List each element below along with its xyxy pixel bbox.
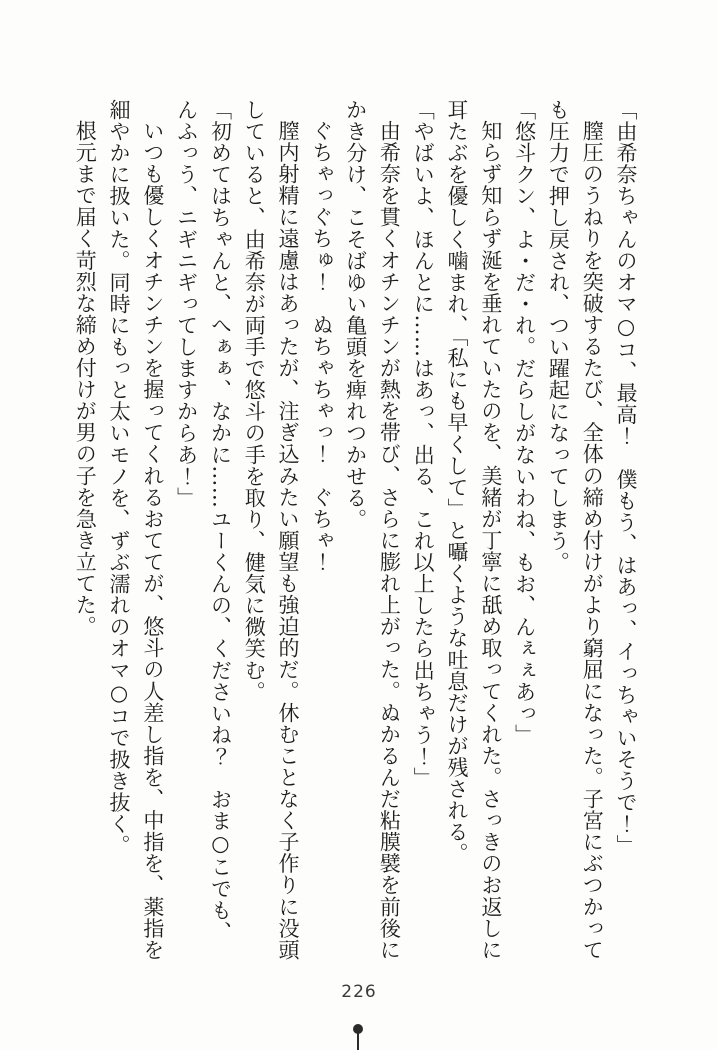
paragraph: 「やばいよ、ほんとに……はあっ、出る、これ以上したら出ちゃう！」 [411, 99, 436, 789]
paragraph: 根元まで届く苛烈な締め付けが男の子を急き立てた。 [73, 120, 98, 638]
paragraph: 知らず知らず涎を垂れていたのを、美緒が丁寧に舐め取ってくれた。さっきのお返しに耳たぶを優しく噛まれ、「私にも早くして」と囁くような吐息だけが残される。 [445, 99, 503, 961]
binding-mark [353, 1024, 363, 1050]
paragraph: 由希奈を貫くオチンチンが熱を帯び、さらに膨れ上がった。ぬかるんだ粘膜襞を前後にかき分け、こそばゆい亀頭を痺れつかせる。 [343, 99, 402, 961]
paragraph: 膣圧のうねりを突破するたび、全体の締め付けがより窮屈になった。子宮にぶつかっても圧力で押し戻され、つい躍起になってしまう。 [546, 99, 605, 961]
paragraph: ぐちゃっぐちゅ！ ぬちゃちゃっ！ ぐちゃ！ [309, 120, 334, 573]
paragraph: 「初めてはちゃんと、へぁぁ、なかに……ユーくんの、くださいね？ おま○こでも、んふっう、ニギニギってしますからあ！」 [174, 99, 233, 943]
page-number: 226 [341, 982, 377, 1002]
paragraph: いつも優しくオチンチンを握ってくれるおててが、悠斗の人差し指を、中指を、薬指を細やかに扱いた。同時にもっと太いモノを、ずぶ濡れのオマ○コで扱き抜く。 [107, 99, 165, 961]
paragraph: 膣内射精に遠慮はあったが、注ぎ込みたい願望も強迫的だ。休むことなく子作りに没頭していると、由希奈が両手で悠斗の手を取り、健気に微笑む。 [242, 99, 301, 961]
paragraph: 「悠斗クン、よ・だ・れ。だらしがないわね、もお、んぇぇあっ」 [512, 99, 537, 746]
vertical-text-block [62, 99, 642, 963]
paragraph: 「由希奈ちゃんのオマ○コ、最高！ 僕もう、はあっ、イっちゃいそうで！」 [614, 99, 638, 857]
binding-stem [357, 1033, 359, 1050]
